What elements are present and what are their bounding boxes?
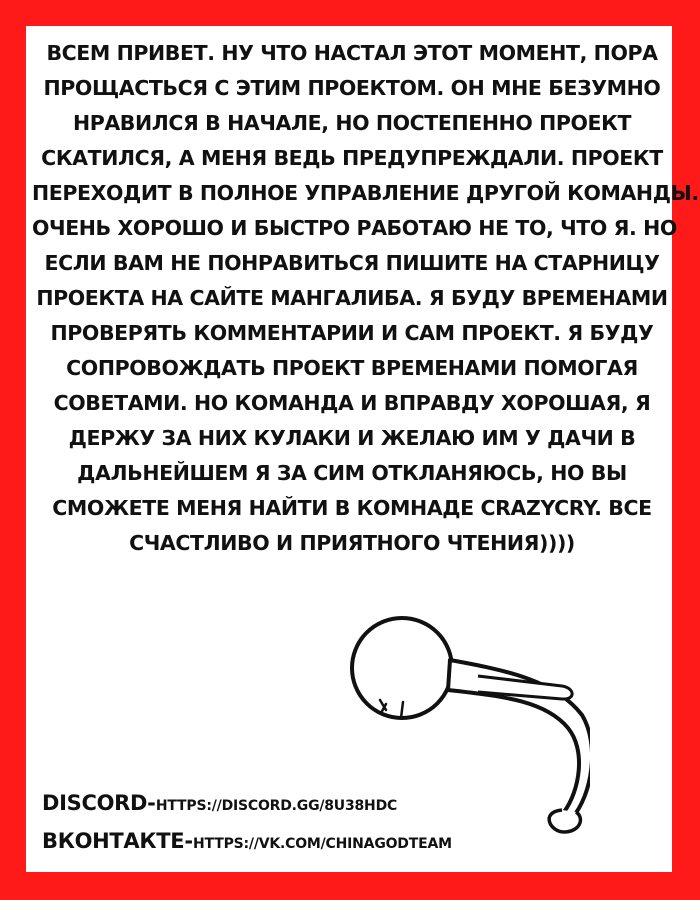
- discord-link[interactable]: [42, 784, 562, 822]
- message-line: ПРОВЕРЯТЬ КОММЕНТАРИИ И САМ ПРОЕКТ. Я БУДУ: [50, 321, 654, 345]
- vk-link[interactable]: [42, 822, 562, 860]
- vk-url[interactable]: HTTPS://VK.COM/CHINAGODTEAM: [193, 836, 452, 852]
- message-line: ПРОЕКТА НА САЙТЕ МАНГАЛИБА. Я БУДУ ВРЕМЕНАМИ: [36, 286, 668, 310]
- discord-label: DISCORD: [42, 791, 148, 815]
- vk-label: ВКОНТАКТЕ: [42, 829, 185, 853]
- message-line: ДАЛЬНЕЙШЕМ Я ЗА СИМ ОТКЛАНЯЮСЬ, НО ВЫ: [77, 461, 627, 485]
- message-line: СОПРОВОЖДАТЬ ПРОЕКТ ВРЕМЕНАМИ ПОМОГАЯ: [66, 356, 638, 380]
- message-line: ОЧЕНЬ ХОРОШО И БЫСТРО РАБОТАЮ НЕ ТО, ЧТО Я. НО: [32, 216, 677, 240]
- message-line: ДЕРЖУ ЗА НИХ КУЛАКИ И ЖЕЛАЮ ИМ У ДАЧИ В: [68, 426, 636, 450]
- message-line: ПРОЩАСТЬСЯ С ЭТИМ ПРОЕКТОМ. ОН МНЕ БЕЗУМНО: [43, 76, 661, 100]
- message-line: НРАВИЛСЯ В НАЧАЛЕ, НО ПОСТЕПЕННО ПРОЕКТ: [72, 111, 632, 135]
- message-line: СОВЕТАМИ. НО КОМАНДА И ВПРАВДУ ХОРОШАЯ, Я: [53, 391, 651, 415]
- message-line: СМОЖЕТЕ МЕНЯ НАЙТИ В КОМНАДЕ CRAZYCRY. ВСЕ: [52, 496, 652, 520]
- discord-url[interactable]: HTTPS://DISCORD.GG/8U38HDC: [155, 798, 398, 814]
- message-line: ПЕРЕХОДИТ В ПОЛНОЕ УПРАВЛЕНИЕ ДРУГОЙ КОМАНДЫ.: [32, 181, 699, 205]
- message-line: ВСЕМ ПРИВЕТ. НУ ЧТО НАСТАЛ ЭТОТ МОМЕНТ, ПОРА: [46, 41, 658, 65]
- link-separator: -: [147, 791, 156, 815]
- message-line: СЧАСТЛИВО И ПРИЯТНОГО ЧТЕНИЯ)))): [129, 531, 575, 555]
- contact-links: [42, 784, 562, 860]
- message-line: ЕСЛИ ВАМ НЕ ПОНРАВИТЬСЯ ПИШИТЕ НА СТАРНИЦУ: [44, 251, 660, 275]
- link-separator: -: [184, 829, 194, 853]
- message-line: СКАТИЛСЯ, А МЕНЯ ВЕДЬ ПРЕДУПРЕЖДАЛИ. ПРОЕКТ: [41, 146, 663, 170]
- farewell-message: [32, 36, 699, 561]
